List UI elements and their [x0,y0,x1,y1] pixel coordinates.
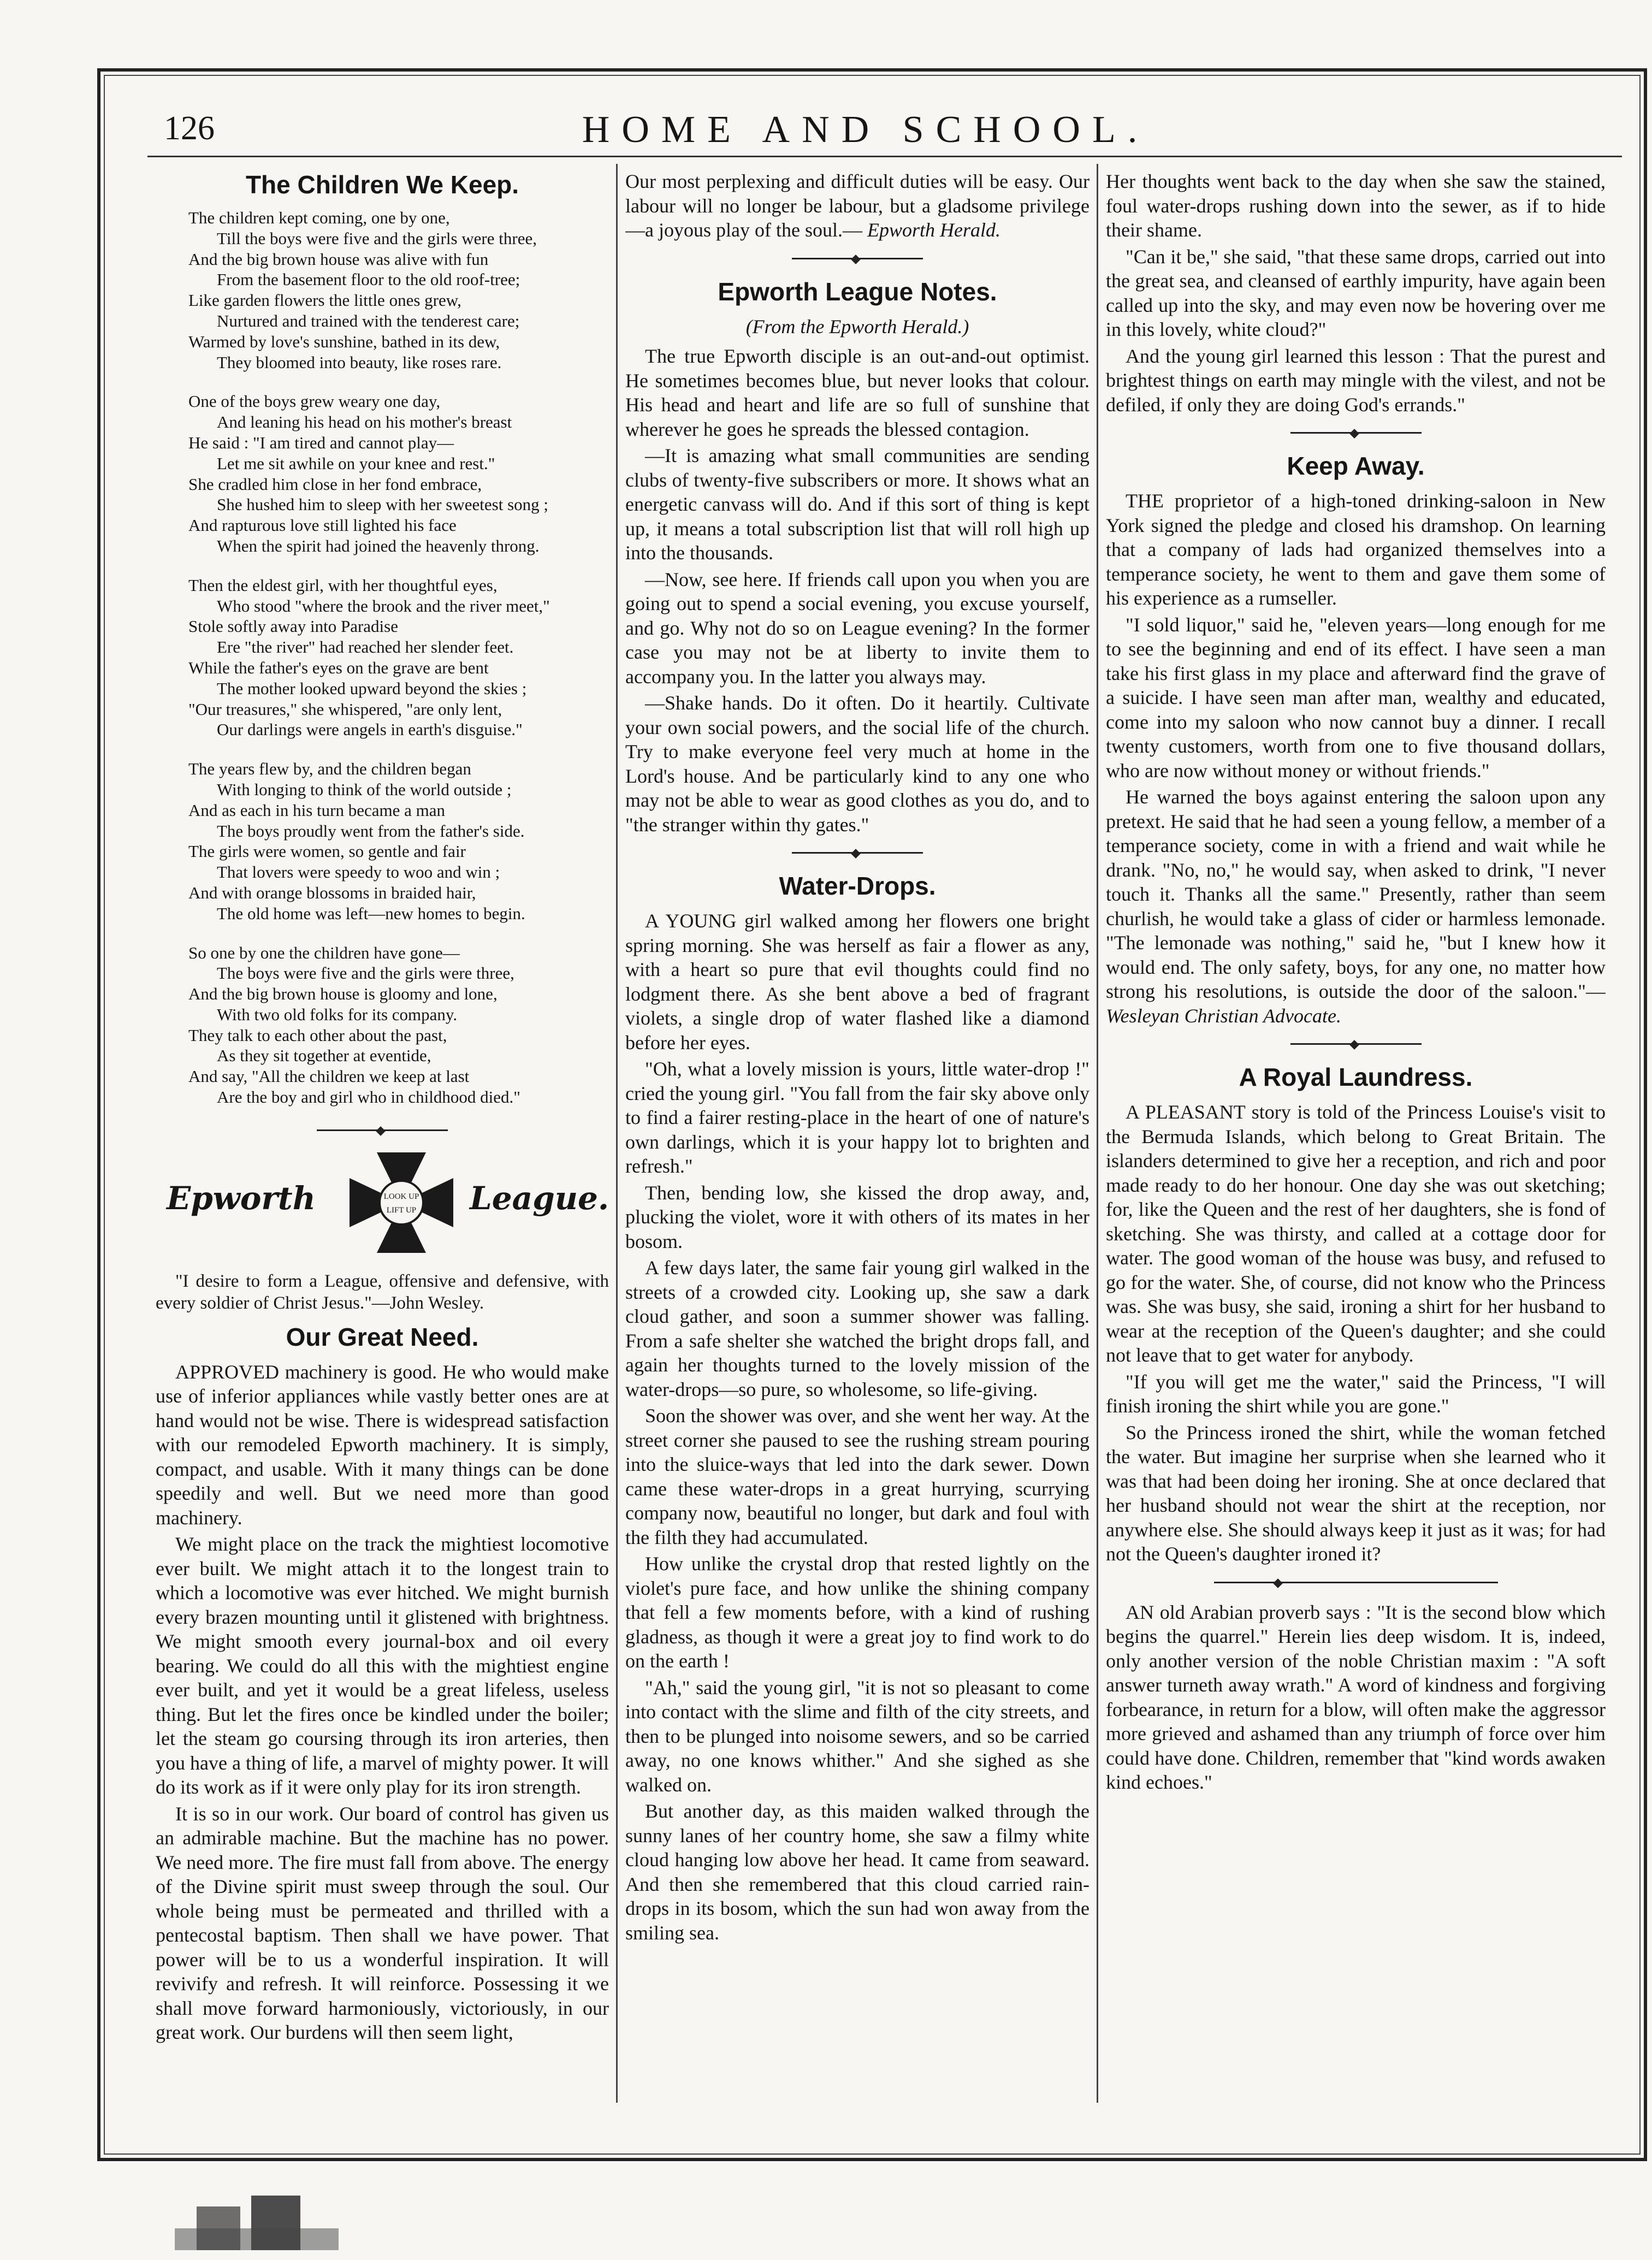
poem-line: Our darlings were angels in earth's disguise." [217,720,523,739]
poem-line: Are the boy and girl who in childhood died." [217,1087,520,1107]
paragraph: "I sold liquor," said he, "eleven years—long enough for me to see the beginning and end of its effect. I have seen a man take his first glass in my place and afterward find the grave of a suicide. I have seen man after man, wealthy and educated, come into my saloon who now cannot buy a dinner. I recall twenty customers, worth from one to five thousand dollars, who are now without money or without friends." [1106,613,1606,782]
paragraph: —It is amazing what small communities are sending clubs of twenty-five subscribers or more. It shows what an energetic canvass will do. And if this sort of thing is kept up, it means a total subscription list that will roll high up into the thousands. [625,445,1090,564]
poem-line: With longing to think of the world outside ; [217,779,512,799]
poem-line: She cradled him close in her fond embrace, [188,474,482,494]
poem-stanza [188,208,609,372]
paragraph: —Now, see here. If friends call upon you when you are going out to spend a social evening, you excuse yourself, and go. Why not do so on League evening? In the former case you may not be at liberty to invite them to accompany you. In the latter you always may. [625,568,1090,688]
paragraph: But another day, as this maiden walked through the sunny lanes of her country home, she saw a filmy white cloud hanging low above her head. It came from seaward. And then she remembered that this cloud carried rain-drops in its bosom, which the sun had won away from the smiling sea. [625,1800,1090,1944]
poem-line: And leaning his head on his mother's breast [217,412,512,432]
paragraph [625,169,1090,242]
poem-line: As they sit together at eventide, [217,1046,431,1066]
paragraph: APPROVED machinery is good. He who would make use of inferior appliances while vastly better ones are at hand would not be wise. There is widespread satisfaction with our remodeled Epworth machinery. It is simply, compact, and usable. With it many things can be done speedily and well. But we need more than good machinery. [156,1360,609,1529]
poem-line: They talk to each other about the past, [188,1025,447,1045]
poem-line: With two old folks for its company. [217,1004,458,1024]
emblem-motto-top: LOOK UP [383,1192,419,1201]
poem-line: The years flew by, and the children began [188,759,471,779]
running-title: HOME AND SCHOOL. [582,109,1150,151]
poem-line: Let me sit awhile on your knee and rest." [217,453,495,473]
poem-line: She hushed him to sleep with her sweetest song ; [217,495,548,514]
poem-line: The old home was left—new homes to begin. [217,903,525,923]
paragraph: And the young girl learned this lesson : That the purest and brightest things on earth may mingle with the vilest, and not be defiled, if only they are doing God's errands." [1106,345,1606,416]
column-rule [616,164,618,2103]
paragraph: Then, bending low, she kissed the drop away, and, plucking the violet, wore it with others of its mates in her bosom. [625,1181,1090,1252]
poem-line: Nurtured and trained with the tenderest care; [217,311,520,330]
paragraph: —Shake hands. Do it often. Do it heartily. Cultivate your own social powers, and the social life of the church. Try to make everyone feel very much at home in the Lord's house. And be particularly kind to any one who may not be able to wear as good clothes as you do, and to "the stranger within thy gates." [625,692,1090,836]
paragraph: We might place on the track the mightiest locomotive ever built. We might attach it to the longest train to which a locomotive was ever hitched. We might burnish every brazen mounting until it glistened with brightness. We might smooth every journal-box and oil every bearing. We could do all this with the mightiest engine ever built, and yet it would be a great lifeless, useless thing. But let the fires once be kindled under the boiler; let the steam go coursing through its iron arteries, then you have a thing of life, a marvel of mighty power. It will do its work as if it were only play for its iron strength. [156,1533,609,1798]
poem-line: The girls were women, so gentle and fair [188,842,466,861]
poem-line: Warmed by love's sunshine, bathed in its dew, [188,332,500,351]
poem-stanza [188,391,609,556]
maltese-cross-icon [344,1148,459,1257]
page-number: 126 [164,110,215,147]
paragraph: "Oh, what a lovely mission is yours, little water-drop !" cried the young girl. "You fall from the fair sky above only to find a fairer resting-place in the heart of one of nature's own darlings, which it is your happy lot to brighten and refresh." [625,1058,1090,1177]
poem-line: Stole softly away into Paradise [188,617,398,636]
paragraph: "If you will get me the water," said the Princess, "I will finish ironing the shirt while you are gone." [1106,1370,1606,1417]
ornament-divider [792,849,923,856]
poem-line: One of the boys grew weary one day, [188,392,441,411]
poem-line: When the spirit had joined the heavenly throng. [217,536,540,555]
paragraph: Her thoughts went back to the day when she saw the stained, foul water-drops rushing down into the sewer, as if to hide their shame. [1106,170,1606,241]
column-1 [156,169,609,2130]
epworth-league-emblem [156,1148,609,1263]
poem-line: The children kept coming, one by one, [188,208,450,227]
poem-line: The boys proudly went from the father's side. [217,821,525,841]
poem-stanza [188,759,609,924]
paragraph: "Ah," said the young girl, "it is not so pleasant to come into contact with the slime and filth of the city streets, and then to be plunged into noisome sewers, and so be carried away, no one knows whither." And she sighed as she walked on. [625,1676,1090,1796]
poem-line: Ere "the river" had reached her slender feet. [217,637,514,657]
ornament-divider [792,255,923,262]
poem-line: Like garden flowers the little ones grew, [188,291,461,310]
poem-line: From the basement floor to the old roof-tree; [217,270,520,289]
keep-away-text: He warned the boys against entering the saloon upon any pretext. He said that he had seen a young fellow, a member of a temperance society, come in with a friend and wait while he drank. "No, no," he would say, when asked to drink, "I never touch it. Thanks all the same." Presently, rather than seem churlish, he would take a glass of cider or harmless lemonade. "The lemonade was nothing," said he, "but I knew how it would end. The only safety, boys, for any one, no matter how strong his resolutions, is outside the door of the saloon."— [1106,786,1606,1002]
keep-away-source: Wesleyan Christian Advocate. [1106,1004,1341,1027]
ornament-divider [317,1126,448,1134]
header-rule [147,156,1622,157]
poem-line: And say, "All the children we keep at last [188,1067,470,1086]
poem [156,208,609,1108]
poem-line: So one by one the children have gone— [188,943,460,962]
water-title: Water-Drops. [779,872,936,900]
paragraph: THE proprietor of a high-toned drinking-saloon in New York signed the pledge and closed his dramshop. On learning that a company of lads had organized themselves into a temperance society, he went to them and gave them some of his experience as a rumseller. [1106,490,1606,609]
poem-line: They bloomed into beauty, like roses rare. [217,352,502,372]
poem-stanza [188,575,609,740]
paragraph: It is so in our work. Our board of control has given us an admirable machine. But the machine has no power. We need more. The fire must fall from above. The energy of the Divine spirit must sweep through the soul. Our whole being must be permeated and thrilled with a pentecostal baptism. Then shall we have power. That power will be to us a wonderful inspiration. It will revivify and refresh. It will reinforce. Possessing it we shall move forward harmoniously, victoriously, in our great work. Our burdens will then seem light, [156,1802,609,2044]
poem-line: And with orange blossoms in braided hair, [188,883,476,902]
notes-subtitle: (From the Epworth Herald.) [745,315,969,338]
poem-line: While the father's eyes on the grave are bent [188,658,489,677]
paragraph: The true Epworth disciple is an out-and-out optimist. He sometimes becomes blue, but never looks that colour. His head and heart and life are so full of sunshine that wherever he goes he spreads the blessed contagion. [625,345,1090,440]
royal-title: A Royal Laundress. [1239,1063,1473,1091]
poem-line: And the big brown house was alive with fun [188,249,489,269]
poem-line: Till the boys were five and the girls were three, [217,228,537,248]
paragraph: How unlike the crystal drop that rested lightly on the violet's pure face, and how unlike the shining company that fell a few moments before, with a kind of rushing gladness, as though it were a great joy to find work to do on the earth ! [625,1553,1090,1672]
poem-line: And as each in his turn became a man [188,800,445,820]
continued-text: Our most perplexing and difficult duties will be easy. Our labour will no longer be labour, but a gladsome privilege—a joyous play of the soul.— [625,170,1090,241]
poem-line: And rapturous love still lighted his face [188,516,457,535]
paragraph: So the Princess ironed the shirt, while the woman fetched the water. But imagine her surprise when she learned who it was that had been doing her ironing. She at once declared that her husband should not wear the shirt at the reception, nor anywhere else. She should always keep it just as it was; for had not the Queen's daughter ironed it? [1106,1421,1606,1565]
poem-stanza [188,943,609,1108]
poem-line: "Our treasures," she whispered, "are only lent, [188,699,502,719]
poem-line: Who stood "where the brook and the river meet," [217,596,550,616]
poem-line: The mother looked upward beyond the skies ; [217,678,527,698]
paragraph: Soon the shower was over, and she went her way. At the street corner she paused to see the rushing stream pouring into the sluice-ways that led into the dark sewer. Down came these water-drops in a great hurrying, scurrying company now, beautiful no longer, but dark and foul with the filth they had accumulated. [625,1405,1090,1548]
ornament-divider [1290,429,1422,436]
scan-artifact-icon [175,2190,339,2250]
continued-source: Epworth Herald. [867,219,1000,241]
proverb-paragraph: AN old Arabian proverb says : "It is the second blow which begins the quarrel." Herein lies deep wisdom. It is, indeed, only another version of the noble Christian maxim : "A soft answer turneth away wrath." A word of kindness and forgiving forbearance, in return for a blow, will often make the aggressor more grieved and ashamed than any triumph of force over him could have done. Children, remember that "kind words awaken kind echoes." [1106,1601,1606,1793]
wesley-quote: "I desire to form a League, offensive and defensive, with every soldier of Christ Jesus."—John Wesley. [156,1271,609,1313]
poem-line: The boys were five and the girls were three, [217,963,514,983]
notes-title: Epworth League Notes. [718,277,997,306]
paragraph: A PLEASANT story is told of the Princess Louise's visit to the Bermuda Islands, which belong to Great Britain. The islanders determined to give her a reception, and rich and poor made ready to do her honour. One day she was out sketching; for, like the Queen and the rest of her daughters, she is fond of sketching. She was thirsty, and called at a cottage door for water. The good woman of the house was busy, and refused to go for the water. She, of course, did not know who the Princess was. She was busy, she said, ironing a shirt for her husband to wear at the reception of the Queen's daughter; and she could not leave that to get water for anybody. [1106,1101,1606,1366]
poem-line: That lovers were speedy to woo and win ; [217,862,500,882]
column-rule [1097,164,1098,2103]
page-header [115,98,1617,158]
need-title: Our Great Need. [286,1322,479,1351]
paragraph: "Can it be," she said, "that these same drops, carried out into the great sea, and cleansed of earthly impurity, have again been called up into the sky, and may even now be hovering over me in this lovely, white cloud?" [1106,245,1606,340]
poem-title: The Children We Keep. [245,170,519,199]
poem-line: And the big brown house is gloomy and lone, [188,984,498,1004]
emblem-word-right: League. [470,1179,609,1217]
column-3 [1106,169,1606,2130]
keep-away-title: Keep Away. [1287,452,1425,480]
paragraph: A YOUNG girl walked among her flowers one bright spring morning. She was herself as fair a flower as any, with a heart so pure that evil thoughts could find no lodgment there. As she bent above a bed of fragrant violets, a single drop of water flashed like a diamond before her eyes. [625,910,1090,1054]
ornament-divider [1290,1040,1422,1048]
column-2 [625,169,1090,2130]
poem-line: Then the eldest girl, with her thoughtful eyes, [188,575,498,595]
emblem-motto-bottom: LIFT UP [386,1205,417,1215]
poem-line: He said : "I am tired and cannot play— [188,433,454,452]
paragraph: A few days later, the same fair young girl walked in the streets of a crowded city. Looking up, she saw a dark cloud gather, and soon a summer shower was falling. From a safe shelter she watched the bright drops fall, and again her thoughts turned to the lovely mission of the water-drops—so pure, so wholesome, so life-giving. [625,1257,1090,1400]
paragraph [1106,785,1606,1028]
plain-divider [1214,1578,1498,1586]
emblem-word-left: Epworth [167,1179,316,1217]
